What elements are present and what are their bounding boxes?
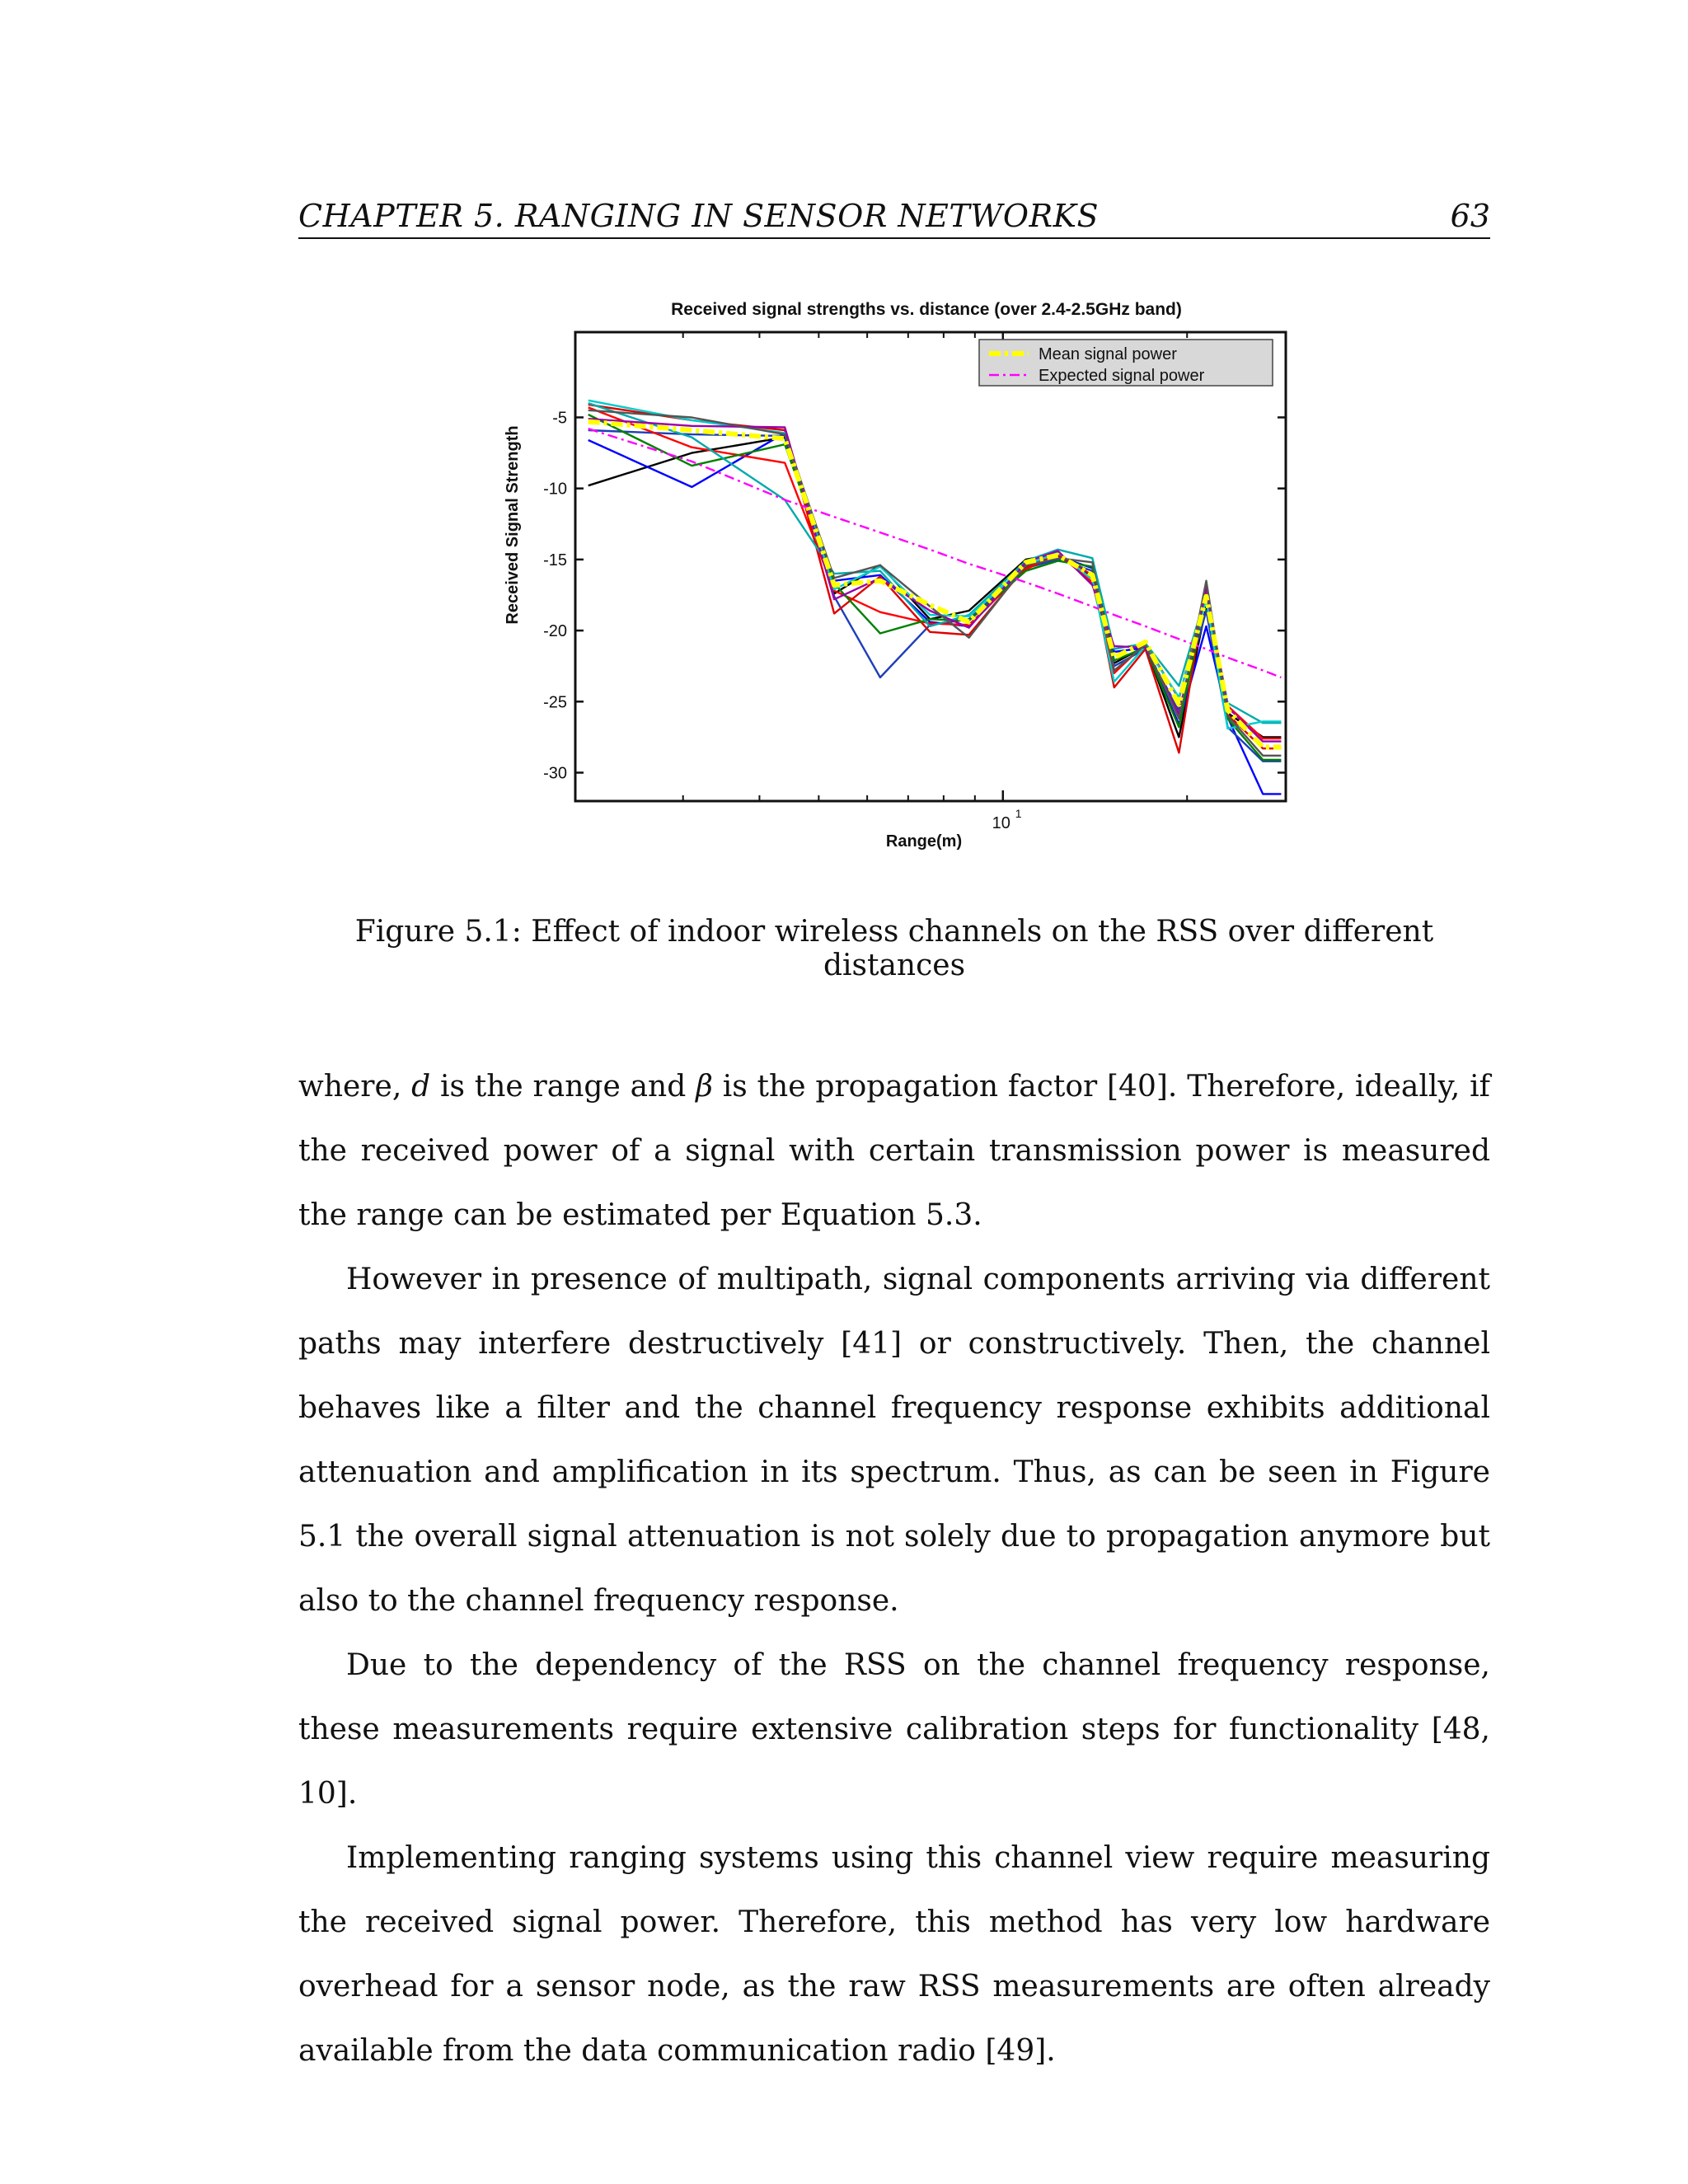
- paragraph-4-text: Implementing ranging systems using this channel view require measuring the received signal power. Therefore, this method has very low hardware overhead for a sensor node, as the raw RSS measurements are often already available from the data communication radio [49].: [298, 1841, 1490, 2068]
- paragraph-1-text: where, d is the range and β is the propagation factor [40]. Therefore, ideally, if the received power of a signal with certain transmission power is measured the range can be estimated per Equation 5.3.: [298, 1070, 1491, 1232]
- paragraph-2: [298, 1248, 1490, 1633]
- page-number: 63: [1450, 198, 1490, 234]
- y-tick-label: -5: [552, 409, 567, 428]
- header-rule: [298, 237, 1490, 239]
- figure-5-1: [486, 297, 1311, 865]
- x-tick-label: 10: [992, 814, 1010, 832]
- math-symbol-d: d: [411, 1070, 431, 1104]
- body-text: [298, 1055, 1490, 2083]
- y-axis-label: Received Signal Strength: [504, 425, 522, 625]
- y-tick-label: -15: [543, 551, 567, 569]
- paragraph-4: [298, 1826, 1490, 2083]
- chart-title: Received signal strengths vs. distance (over 2.4-2.5GHz band): [671, 300, 1182, 319]
- paragraph-2-text: However in presence of multipath, signal components arriving via different paths may interfere destructively [41] or constructively. Then, the channel behaves like a filter and the channel frequency response exhibits additional attenuation and amplification in its spectrum. Thus, as can be seen in Figure 5.1 the overall signal attenuation is not solely due to propagation anymore but also to the channel frequency response.: [298, 1263, 1490, 1618]
- y-tick-label: -10: [543, 480, 567, 499]
- y-tick-label: -20: [543, 622, 567, 641]
- figure-caption: Figure 5.1: Effect of indoor wireless channels on the RSS over different distances: [354, 915, 1434, 982]
- y-tick-label: -30: [543, 764, 567, 783]
- rss-vs-distance-chart: [486, 297, 1311, 865]
- paragraph-3-text: Due to the dependency of the RSS on the channel frequency response, these measurements require extensive calibration steps for functionality [48, 10].: [298, 1648, 1490, 1811]
- y-tick-label: -25: [543, 693, 567, 712]
- legend-label: Expected signal power: [1039, 367, 1205, 385]
- x-tick-exponent: 1: [1015, 807, 1022, 820]
- plot-area: [575, 332, 1286, 801]
- x-axis-label: Range(m): [885, 832, 963, 851]
- paragraph-3: [298, 1633, 1490, 1826]
- paragraph-1: [298, 1055, 1490, 1248]
- chapter-title: CHAPTER 5. RANGING IN SENSOR NETWORKS: [298, 198, 1100, 234]
- math-symbol-beta: β: [696, 1070, 713, 1104]
- running-head: [298, 191, 1490, 239]
- legend-label: Mean signal power: [1039, 345, 1177, 363]
